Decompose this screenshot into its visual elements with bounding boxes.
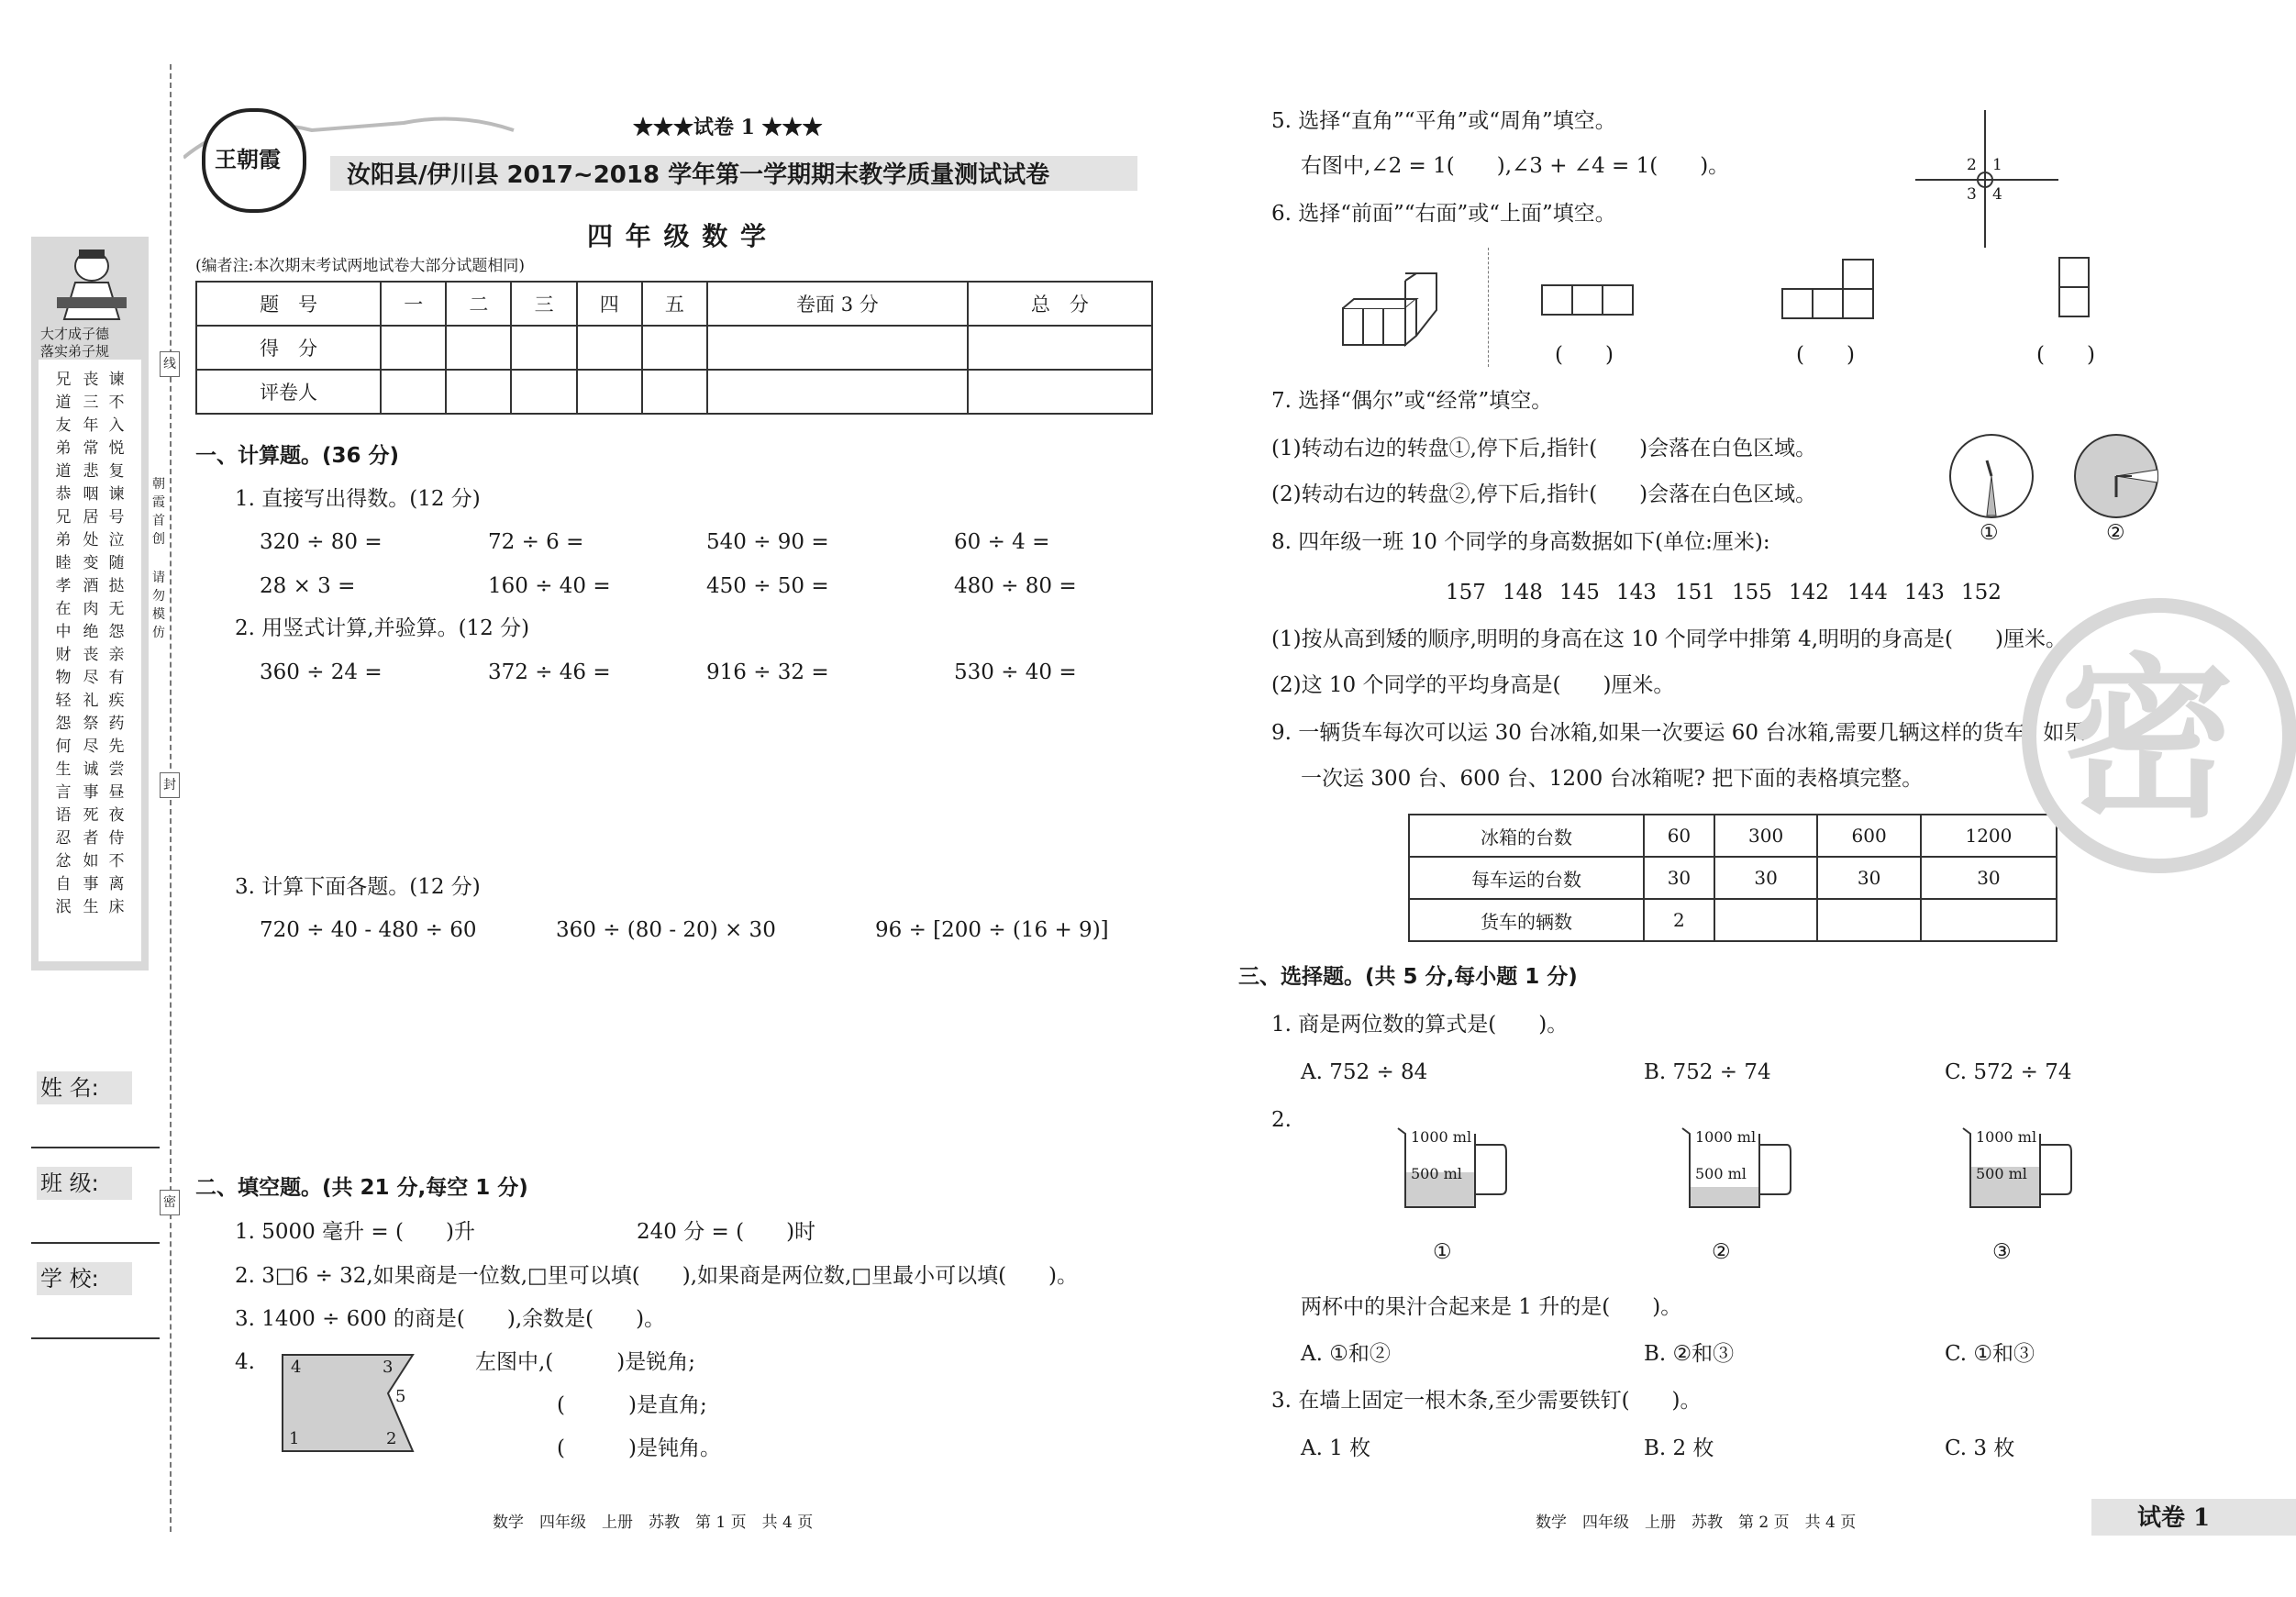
scholar-figure [48, 246, 136, 325]
footer-right: 数学 四年级 上册 苏教 第 2 页 共 4 页 [1536, 1514, 1857, 1532]
dizigui-column-2: 丧三年常悲咽居处变酒肉绝丧尽礼祭尽诚事死者如事生 [83, 371, 99, 916]
cross-label-2: 2 [1967, 156, 1977, 174]
cup-mark-1000: 1000 ml [1411, 1128, 1472, 1146]
cube-solid-figure [1341, 272, 1446, 347]
fridge-row-label: 每车运的台数 [1409, 857, 1644, 899]
s1-q1-item: 60 ÷ 4 = [954, 530, 1050, 554]
s2-q4-line1: 左图中,( )是锐角; [475, 1350, 696, 1374]
motto-line-1: 大才成子德 [40, 326, 110, 342]
measuring-cup-3 [1959, 1125, 2075, 1211]
fridge-cell: 30 [1921, 857, 2057, 899]
measuring-cup-1 [1394, 1125, 1510, 1211]
spinner-2-label: ② [2106, 521, 2125, 545]
s2-q9-b: 一次运 300 台、600 台、1200 台冰箱呢? 把下面的表格填完整。 [1301, 767, 1924, 791]
score-cell[interactable] [577, 326, 642, 370]
section3-title: 三、选择题。(共 5 分,每小题 1 分) [1238, 965, 1578, 989]
score-head-cell: 四 [577, 282, 642, 326]
cup-3-label: ③ [1992, 1240, 2012, 1264]
fridge-cell: 60 [1644, 815, 1714, 857]
score-head-cell: 二 [446, 282, 511, 326]
dizigui-column-3: 谏不入悦复谏号泣随挞无怨亲有疾药先尝昼夜侍不离床 [108, 371, 125, 916]
s2-q8-2: (2)这 10 个同学的平均身高是( )厘米。 [1271, 673, 1675, 697]
fridge-cell: 30 [1714, 857, 1818, 899]
s3-q2-option-b: B. ②和③ [1644, 1342, 1735, 1366]
cross-label-3: 3 [1967, 185, 1977, 204]
binding-dashed-line [170, 64, 172, 1532]
score-head-cell: 五 [642, 282, 707, 326]
height-value: 142 [1789, 581, 1829, 604]
cup-1-label: ① [1433, 1240, 1452, 1264]
copyright-note-2: 请勿模仿 [152, 571, 165, 640]
s3-q1: 1. 商是两位数的算式是( )。 [1271, 1013, 1569, 1037]
score-head-cell: 一 [381, 282, 446, 326]
publisher-logo [202, 108, 306, 213]
score-cell[interactable] [642, 326, 707, 370]
height-value: 148 [1503, 581, 1543, 604]
view-answer-blank[interactable]: ( ) [1796, 343, 1855, 367]
angle-label-4: 4 [291, 1358, 302, 1377]
fridge-cell: 2 [1644, 899, 1714, 941]
s3-q3: 3. 在墙上固定一根木条,至少需要铁钉( )。 [1271, 1389, 1702, 1413]
s3-q2-number: 2. [1271, 1108, 1292, 1132]
editor-note: (编者注:本次期末考试两地试卷大部分试题相同) [195, 257, 525, 275]
s2-q4-line2: ( )是直角; [557, 1393, 707, 1417]
grader-cell[interactable] [381, 370, 446, 414]
s2-q9-a: 9. 一辆货车每次可以运 30 台冰箱,如果一次要运 60 台冰箱,需要几辆这样的货车? 如果 [1271, 721, 2086, 745]
s2-q8: 8. 四年级一班 10 个同学的身高数据如下(单位:厘米): [1271, 530, 1770, 554]
score-cell[interactable] [446, 326, 511, 370]
height-value: 143 [1904, 581, 1945, 604]
angle-label-1: 1 [289, 1429, 300, 1448]
s2-q5-b: 右图中,∠2 = 1( ),∠3 + ∠4 = 1( )。 [1301, 154, 1730, 178]
angle-cross-figure [1915, 110, 2058, 248]
grader-cell[interactable] [707, 370, 968, 414]
fridge-cell: 600 [1817, 815, 1921, 857]
fridge-cell: 30 [1644, 857, 1714, 899]
s2-q4-line3: ( )是钝角。 [557, 1436, 721, 1460]
s2-q1-b: 240 分 = ( )时 [637, 1220, 816, 1244]
height-value: 152 [1961, 581, 2002, 604]
motto-line-2: 落实弟子规 [40, 343, 110, 360]
s2-q7-2: (2)转动右边的转盘②,停下后,指针( )会落在白色区域。 [1271, 482, 1817, 506]
s1-q1-item: 28 × 3 = [260, 574, 356, 598]
angle-label-5: 5 [395, 1387, 406, 1406]
score-cell[interactable] [511, 326, 576, 370]
score-head-cell: 总 分 [968, 282, 1152, 326]
stamp-char: 密 [2060, 638, 2235, 841]
paper-number: ★★★试卷 1 ★★★ [633, 116, 823, 139]
school-label: 学 校: [37, 1262, 132, 1295]
s1-q2-item: 372 ÷ 46 = [488, 660, 611, 684]
height-value: 151 [1675, 581, 1715, 604]
fridge-row-label: 冰箱的台数 [1409, 815, 1644, 857]
view-option-3 [2058, 257, 2090, 317]
logo-text: 王朝霞 [215, 146, 281, 172]
fridge-table [1408, 814, 2058, 942]
view-answer-blank[interactable]: ( ) [2036, 343, 2095, 367]
s3-q3-option-c: C. 3 枚 [1945, 1436, 2015, 1460]
name-label: 姓 名: [37, 1071, 132, 1104]
height-value: 145 [1559, 581, 1600, 604]
s1-q3-item: 720 ÷ 40 - 480 ÷ 60 [260, 918, 477, 942]
fridge-cell: 300 [1714, 815, 1818, 857]
measuring-cup-2 [1679, 1125, 1794, 1211]
section2-title: 二、填空题。(共 21 分,每空 1 分) [195, 1176, 528, 1200]
s2-q6: 6. 选择“前面”“右面”或“上面”填空。 [1271, 202, 1616, 226]
s1-q1-item: 480 ÷ 80 = [954, 574, 1077, 598]
grader-cell[interactable] [511, 370, 576, 414]
score-cell[interactable] [968, 326, 1152, 370]
cross-label-4: 4 [1992, 185, 2002, 204]
fridge-cell: 30 [1817, 857, 1921, 899]
s3-q3-option-a: A. 1 枚 [1301, 1436, 1371, 1460]
score-row-label: 得 分 [196, 326, 381, 370]
spinner-2 [2073, 433, 2159, 519]
grader-cell[interactable] [968, 370, 1152, 414]
height-value: 155 [1732, 581, 1772, 604]
paper-tag: 试卷 1 [2137, 1504, 2211, 1532]
s2-q8-1: (1)按从高到矮的顺序,明明的身高在这 10 个同学中排第 4,明明的身高是( )厘米。 [1271, 627, 2067, 651]
s3-q1-option-b: B. 752 ÷ 74 [1644, 1060, 1771, 1084]
s1-q3-item: 96 ÷ [200 ÷ (16 + 9)] [875, 918, 1109, 942]
binding-mark-mi: 密 [160, 1190, 180, 1215]
view-option-1 [1541, 284, 1635, 316]
s1-q2-title: 2. 用竖式计算,并验算。(12 分) [235, 616, 530, 640]
s1-q3-item: 360 ÷ (80 - 20) × 30 [556, 918, 776, 942]
s1-q2-item: 360 ÷ 24 = [260, 660, 383, 684]
cross-label-1: 1 [1992, 156, 2002, 174]
exam-title: 汝阳县/伊川县 2017~2018 学年第一学期期末教学质量测试试卷 [347, 161, 1050, 189]
school-field[interactable] [31, 1337, 160, 1339]
class-field[interactable] [31, 1242, 160, 1244]
score-head-cell: 题 号 [196, 282, 381, 326]
s3-q3-option-b: B. 2 枚 [1644, 1436, 1714, 1460]
s3-q1-option-a: A. 752 ÷ 84 [1301, 1060, 1428, 1084]
grader-cell[interactable] [577, 370, 642, 414]
fridge-answer-cell[interactable] [1714, 899, 1818, 941]
s1-q1-item: 160 ÷ 40 = [488, 574, 611, 598]
binding-mark-feng: 封 [160, 772, 180, 798]
s2-q1-a: 1. 5000 毫升 = ( )升 [235, 1220, 475, 1244]
cup-mark-500: 500 ml [1411, 1165, 1462, 1182]
score-head-cell: 卷面 3 分 [707, 282, 968, 326]
height-value: 144 [1847, 581, 1888, 604]
cup-mark-500: 500 ml [1695, 1165, 1747, 1182]
view-option-2 [1781, 259, 1877, 319]
grader-row-label: 评卷人 [196, 370, 381, 414]
fridge-answer-cell[interactable] [1921, 899, 2057, 941]
s1-q3-title: 3. 计算下面各题。(12 分) [235, 875, 481, 899]
score-cell[interactable] [707, 326, 968, 370]
spinner-1 [1948, 433, 2035, 519]
s3-q2-text: 两杯中的果汁合起来是 1 升的是( )。 [1301, 1295, 1682, 1319]
s1-q1-item: 540 ÷ 90 = [706, 530, 829, 554]
copyright-note-1: 朝霞首创 [152, 477, 165, 547]
binding-mark-xian: 线 [160, 351, 180, 377]
section1-title: 一、计算题。(36 分) [195, 444, 400, 468]
fridge-answer-cell[interactable] [1817, 899, 1921, 941]
s2-q2: 2. 3□6 ÷ 32,如果商是一位数,□里可以填( ),如果商是两位数,□里最小可以填( )。 [235, 1264, 1079, 1288]
angle-figure [280, 1352, 417, 1457]
cup-mark-1000: 1000 ml [1695, 1128, 1757, 1146]
grader-cell[interactable] [446, 370, 511, 414]
s1-q2-item: 530 ÷ 40 = [954, 660, 1077, 684]
s3-q1-option-c: C. 572 ÷ 74 [1945, 1060, 2072, 1084]
fridge-cell: 1200 [1921, 815, 2057, 857]
confidential-stamp [2022, 598, 2296, 873]
cup-2-label: ② [1712, 1240, 1731, 1264]
cup-mark-500: 500 ml [1976, 1165, 2027, 1182]
fridge-row-label: 货车的辆数 [1409, 899, 1644, 941]
name-field[interactable] [31, 1147, 160, 1148]
grader-cell[interactable] [642, 370, 707, 414]
dizigui-column-1: 兄道友弟道恭兄弟睦孝在中财物轻怨何生言语忍忿自泯 [55, 371, 72, 916]
s1-q1-item: 72 ÷ 6 = [488, 530, 584, 554]
class-label: 班 级: [37, 1167, 132, 1200]
subject-title: 四 年 级 数 学 [587, 221, 768, 251]
spinner-1-label: ① [1980, 521, 1999, 545]
s2-q7-1: (1)转动右边的转盘①,停下后,指针( )会落在白色区域。 [1271, 437, 1817, 460]
s1-q1-item: 450 ÷ 50 = [706, 574, 829, 598]
angle-label-3: 3 [383, 1358, 394, 1377]
s2-q5: 5. 选择“直角”“平角”或“周角”填空。 [1271, 109, 1616, 133]
height-value: 143 [1616, 581, 1657, 604]
view-answer-blank[interactable]: ( ) [1555, 343, 1614, 367]
s3-q2-option-a: A. ①和② [1301, 1342, 1391, 1366]
cup-mark-1000: 1000 ml [1976, 1128, 2037, 1146]
score-cell[interactable] [381, 326, 446, 370]
score-table [195, 281, 1153, 415]
divider-dashed [1488, 248, 1489, 367]
s1-q1-item: 320 ÷ 80 = [260, 530, 383, 554]
s3-q2-option-c: C. ①和③ [1945, 1342, 2035, 1366]
score-head-cell: 三 [511, 282, 576, 326]
s2-q4-number: 4. [235, 1350, 255, 1374]
footer-left: 数学 四年级 上册 苏教 第 1 页 共 4 页 [493, 1514, 814, 1532]
s2-q3: 3. 1400 ÷ 600 的商是( ),余数是( )。 [235, 1307, 666, 1331]
s2-q7: 7. 选择“偶尔”或“经常”填空。 [1271, 389, 1553, 413]
height-value: 157 [1446, 581, 1486, 604]
angle-label-2: 2 [386, 1429, 397, 1448]
s1-q2-item: 916 ÷ 32 = [706, 660, 829, 684]
s1-q1-title: 1. 直接写出得数。(12 分) [235, 487, 481, 511]
